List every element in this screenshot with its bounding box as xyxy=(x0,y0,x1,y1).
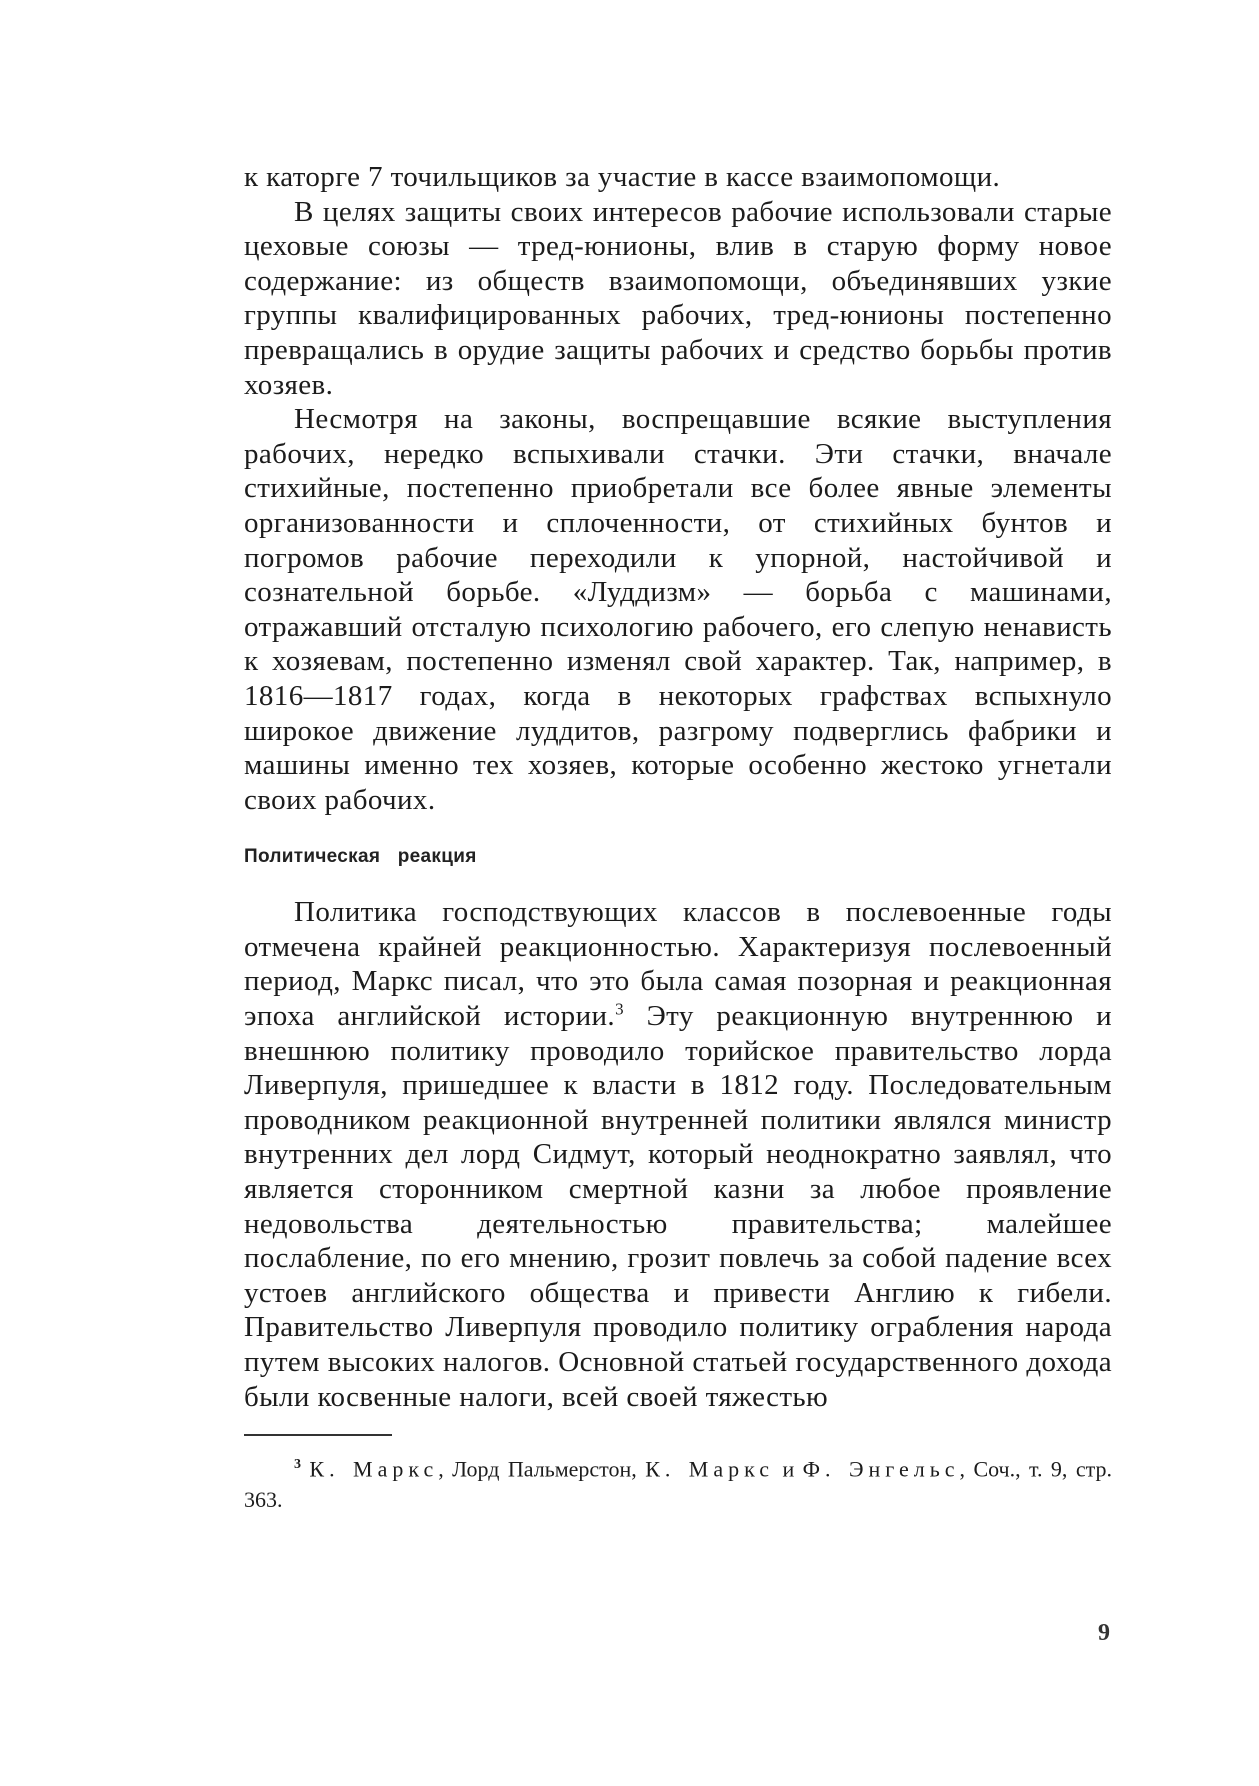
footnote-source: , Соч., т. 9, стр. 363. xyxy=(244,1456,1112,1512)
footnote-author-engels: Ф. Энгельс xyxy=(802,1456,960,1482)
footnote-author-marx-2: К. Маркс xyxy=(645,1456,775,1482)
paragraph-text-part2: Эту реакционную внутреннюю и внешнюю политику проводило торийское правительство лорда Ливерпуля, пришедшее к власти в 1812 году. Последовательным проводником реакционной внутренней политики являлся министр внутренних дел лорд Сидмут, который неоднократно заявлял, что является сторонником смертной казни за любое проявление недовольства деятельностью правительства; малейшее послабление, по его мнению, грозит повлечь за собой падение всех устоев английского общества и привести Англию к гибели. Правительство Ливерпуля проводило политику ограбления народа путем высоких налогов. Основной статьей государственного дохода были косвенные налоги, всей своей тяжестью xyxy=(244,1000,1112,1413)
paragraph-continued: к каторге 7 точильщиков за участие в кассе взаимопомощи. xyxy=(244,161,1001,193)
footnote-mark: 3 xyxy=(294,1457,301,1473)
footnote-and: и xyxy=(774,1456,803,1482)
page-body xyxy=(244,160,1112,1515)
page-number: 9 xyxy=(1098,1620,1110,1646)
section-heading: Политическая реакция xyxy=(244,846,477,868)
footnote-divider xyxy=(244,1434,392,1436)
footnote-author-marx: К. Маркс xyxy=(309,1456,439,1482)
paragraph-political-reaction xyxy=(244,895,1112,1414)
footnote-reference: 3 xyxy=(615,999,624,1019)
footnote xyxy=(244,1450,1112,1514)
footnote-title: , Лорд Пальмерстон, xyxy=(438,1456,646,1482)
paragraph-trade-unions: В целях защиты своих интересов рабочие использовали старые цеховые союзы — тред-юнионы, влив в старую форму новое содержание: из обществ взаимопомощи, объединявших узкие группы квалифицированных рабочих, тред-юнионы постепенно превращались в орудие защиты рабочих и средство борьбы против хозяев. xyxy=(244,195,1112,401)
paragraph-text-part1: Политика господствующих классов в послевоенные годы отмечена крайней реакционностью. Характеризуя послевоенный период, Маркс писал, что это была самая позорная и реакционная эпоха английской истории. xyxy=(244,896,1112,1033)
paragraph-strikes: Несмотря на законы, воспрещавшие всякие выступления рабочих, нередко вспыхивали стачки. Эти стачки, вначале стихийные, постепенно приобретали все более явные элементы организованности и сплоченности, от стихийных бунтов и погромов рабочие переходили к упорной, настойчивой и сознательной борьбе. «Луддизм» — борьба с машинами, отражавший отсталую психологию рабочего, его слепую ненависть к хозяевам, постепенно изменял свой характер. Так, например, в 1816—1817 годах, когда в некоторых графствах вспыхнуло широкое движение луддитов, разгрому подверглись фабрики и машины именно тех хозяев, которые особенно жестоко угнетали своих рабочих. xyxy=(244,403,1112,816)
